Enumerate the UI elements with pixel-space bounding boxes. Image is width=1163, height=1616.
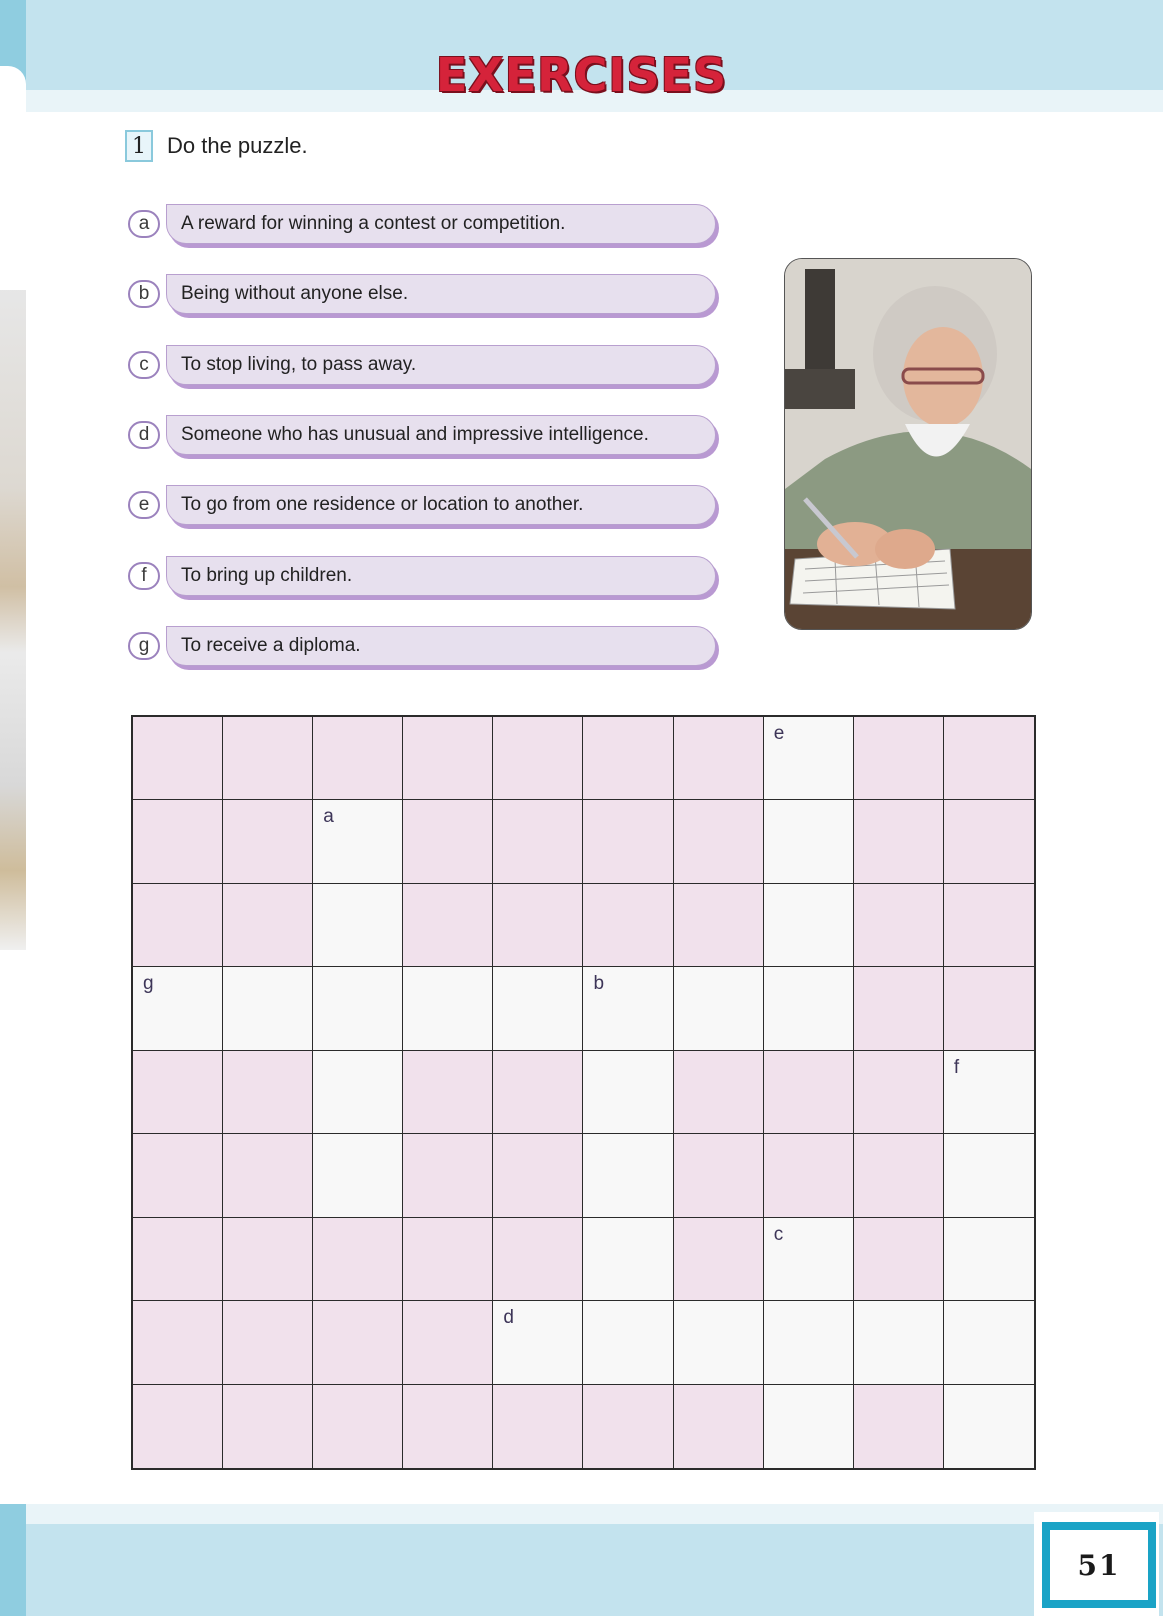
clue-item	[128, 274, 738, 318]
crossword-answer-cell[interactable]	[313, 800, 403, 883]
crossword-shaded-cell	[493, 800, 583, 883]
crossword-answer-cell[interactable]	[313, 1134, 403, 1217]
clue-letter: f	[128, 562, 160, 590]
clue-letter: c	[128, 351, 160, 379]
footer-edge	[0, 1504, 26, 1616]
crossword-shaded-cell	[854, 1134, 944, 1217]
crossword-shaded-cell	[403, 1385, 493, 1468]
crossword-clue-label: f	[953, 1056, 960, 1078]
crossword-grid	[131, 715, 1036, 1470]
crossword-answer-cell[interactable]	[764, 800, 854, 883]
crossword-shaded-cell	[493, 1218, 583, 1301]
crossword-shaded-cell	[674, 717, 764, 800]
clue-letter: b	[128, 280, 160, 308]
crossword-shaded-cell	[133, 884, 223, 967]
crossword-shaded-cell	[133, 800, 223, 883]
clue-item	[128, 415, 738, 459]
crossword-answer-cell[interactable]	[583, 1051, 673, 1134]
crossword-answer-cell[interactable]	[313, 1051, 403, 1134]
clue-letter: g	[128, 632, 160, 660]
crossword-answer-cell[interactable]	[944, 1385, 1034, 1468]
crossword-clue-label: g	[143, 973, 154, 995]
clue-letter: d	[128, 421, 160, 449]
crossword-shaded-cell	[854, 884, 944, 967]
crossword-shaded-cell	[133, 717, 223, 800]
photo-illustration	[785, 259, 1031, 629]
crossword-shaded-cell	[403, 1218, 493, 1301]
crossword-shaded-cell	[313, 1218, 403, 1301]
crossword-shaded-cell	[133, 1301, 223, 1384]
crossword-shaded-cell	[854, 1218, 944, 1301]
clue-letter: a	[128, 210, 160, 238]
crossword-shaded-cell	[493, 884, 583, 967]
crossword-answer-cell[interactable]	[944, 1218, 1034, 1301]
crossword-clue-label: e	[773, 723, 785, 744]
crossword-shaded-cell	[403, 1301, 493, 1384]
crossword-shaded-cell	[764, 1051, 854, 1134]
crossword-shaded-cell	[223, 717, 313, 800]
crossword-answer-cell[interactable]	[764, 1385, 854, 1468]
clue-text: To go from one residence or location to another.	[166, 485, 716, 525]
crossword-shaded-cell	[403, 884, 493, 967]
crossword-answer-cell[interactable]	[944, 1051, 1034, 1134]
crossword-answer-cell[interactable]	[674, 967, 764, 1050]
crossword-answer-cell[interactable]	[764, 1301, 854, 1384]
crossword-answer-cell[interactable]	[313, 884, 403, 967]
woman-solving-crossword-photo	[784, 258, 1032, 630]
clue-item	[128, 485, 738, 529]
crossword-shaded-cell	[854, 1051, 944, 1134]
crossword-answer-cell[interactable]	[313, 967, 403, 1050]
crossword-shaded-cell	[493, 1051, 583, 1134]
page-number: 51	[1042, 1522, 1156, 1608]
crossword-answer-cell[interactable]	[854, 1301, 944, 1384]
crossword-shaded-cell	[313, 1385, 403, 1468]
clue-item	[128, 345, 738, 389]
crossword-shaded-cell	[313, 1301, 403, 1384]
page-title: EXERCISES	[435, 48, 728, 102]
crossword-shaded-cell	[674, 1051, 764, 1134]
crossword-shaded-cell	[854, 967, 944, 1050]
crossword-answer-cell[interactable]	[764, 1218, 854, 1301]
crossword-shaded-cell	[944, 800, 1034, 883]
crossword-answer-cell[interactable]	[133, 967, 223, 1050]
crossword-answer-cell[interactable]	[583, 1301, 673, 1384]
crossword-clue-label: d	[503, 1307, 514, 1329]
crossword-answer-cell[interactable]	[764, 717, 854, 800]
exercise-number: 1	[125, 130, 153, 162]
clue-item	[128, 626, 738, 670]
crossword-clue-label: c	[773, 1223, 784, 1245]
crossword-shaded-cell	[764, 1134, 854, 1217]
crossword-shaded-cell	[944, 717, 1034, 800]
crossword-shaded-cell	[674, 1134, 764, 1217]
exercise-header	[125, 128, 308, 164]
crossword-shaded-cell	[674, 884, 764, 967]
clue-text: To receive a diploma.	[166, 626, 716, 666]
clue-item	[128, 556, 738, 600]
crossword-answer-cell[interactable]	[944, 1134, 1034, 1217]
crossword-shaded-cell	[133, 1134, 223, 1217]
exercise-instruction: Do the puzzle.	[167, 133, 308, 158]
clue-text: To stop living, to pass away.	[166, 345, 716, 385]
crossword-shaded-cell	[674, 1218, 764, 1301]
crossword-answer-cell[interactable]	[764, 967, 854, 1050]
crossword-answer-cell[interactable]	[223, 967, 313, 1050]
crossword-answer-cell[interactable]	[944, 1301, 1034, 1384]
crossword-shaded-cell	[403, 1051, 493, 1134]
crossword-shaded-cell	[223, 1051, 313, 1134]
crossword-shaded-cell	[854, 1385, 944, 1468]
crossword-shaded-cell	[944, 967, 1034, 1050]
crossword-shaded-cell	[674, 1385, 764, 1468]
crossword-shaded-cell	[583, 1385, 673, 1468]
crossword-shaded-cell	[493, 1385, 583, 1468]
crossword-shaded-cell	[403, 717, 493, 800]
crossword-answer-cell[interactable]	[493, 967, 583, 1050]
crossword-shaded-cell	[313, 717, 403, 800]
clue-letter: e	[128, 491, 160, 519]
footer-band	[26, 1524, 1163, 1616]
clue-text: To bring up children.	[166, 556, 716, 596]
crossword-shaded-cell	[223, 1218, 313, 1301]
crossword-answer-cell[interactable]	[583, 1218, 673, 1301]
crossword-shaded-cell	[223, 1134, 313, 1217]
crossword-shaded-cell	[493, 717, 583, 800]
crossword-answer-cell[interactable]	[583, 1134, 673, 1217]
crossword-clue-label: a	[323, 806, 334, 828]
crossword-answer-cell[interactable]	[403, 967, 493, 1050]
crossword-shaded-cell	[583, 884, 673, 967]
crossword-shaded-cell	[133, 1218, 223, 1301]
crossword-shaded-cell	[854, 800, 944, 883]
clue-text: Being without anyone else.	[166, 274, 716, 314]
crossword-answer-cell[interactable]	[493, 1301, 583, 1384]
crossword-shaded-cell	[674, 800, 764, 883]
side-decoration	[0, 290, 26, 950]
crossword-shaded-cell	[133, 1051, 223, 1134]
crossword-clue-label: b	[593, 973, 605, 995]
crossword-shaded-cell	[583, 717, 673, 800]
crossword-answer-cell[interactable]	[674, 1301, 764, 1384]
crossword-shaded-cell	[223, 1385, 313, 1468]
crossword-shaded-cell	[223, 800, 313, 883]
crossword-shaded-cell	[223, 1301, 313, 1384]
crossword-shaded-cell	[223, 884, 313, 967]
clue-text: Someone who has unusual and impressive intelligence.	[166, 415, 716, 455]
clue-text: A reward for winning a contest or competition.	[166, 204, 716, 244]
crossword-shaded-cell	[493, 1134, 583, 1217]
clue-item	[128, 204, 738, 248]
crossword-answer-cell[interactable]	[583, 967, 673, 1050]
crossword-shaded-cell	[583, 800, 673, 883]
crossword-shaded-cell	[854, 717, 944, 800]
crossword-answer-cell[interactable]	[764, 884, 854, 967]
crossword-shaded-cell	[403, 800, 493, 883]
footer-strip	[26, 1504, 1163, 1524]
crossword-shaded-cell	[133, 1385, 223, 1468]
crossword-shaded-cell	[944, 884, 1034, 967]
crossword-shaded-cell	[403, 1134, 493, 1217]
